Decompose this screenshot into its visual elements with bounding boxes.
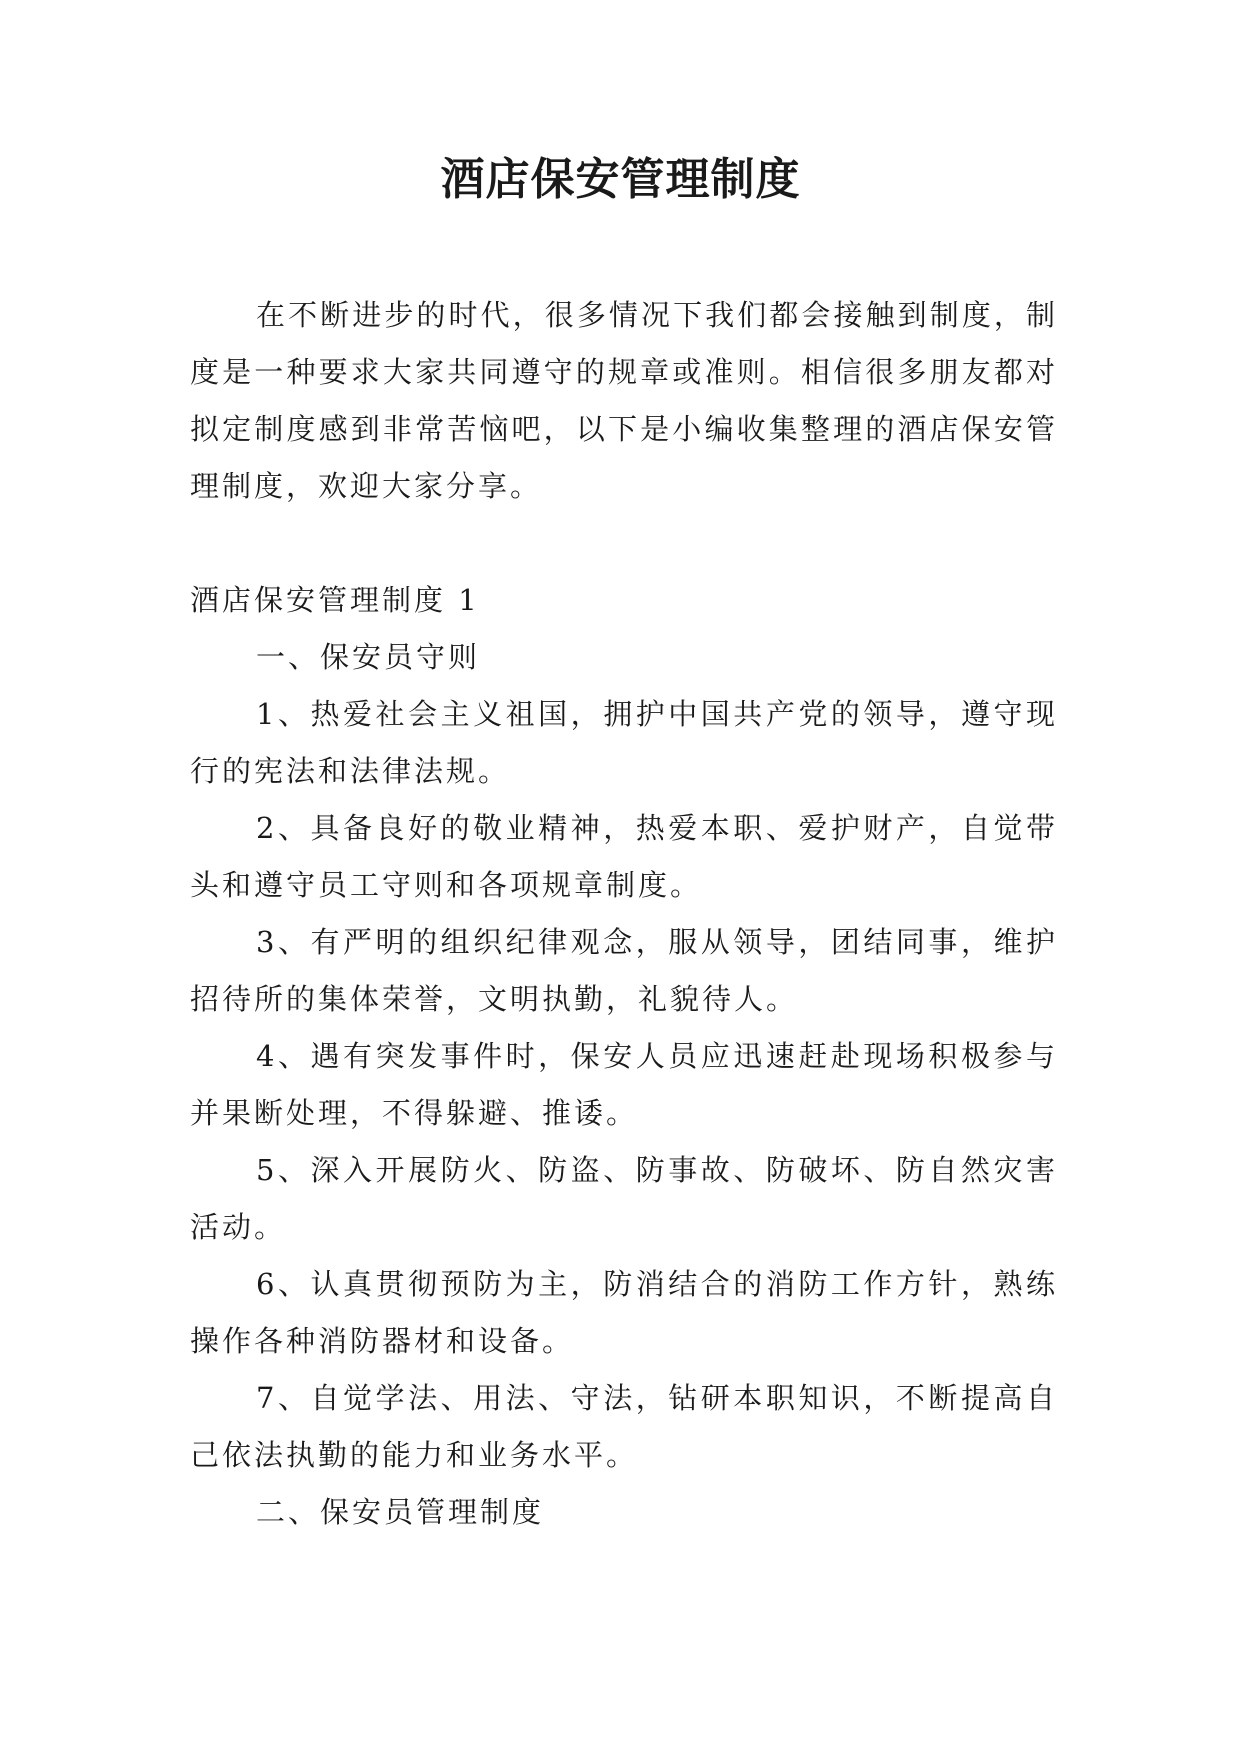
spacer	[190, 515, 1058, 572]
section-label: 酒店保安管理制度 1	[190, 583, 480, 617]
rule-item: 4、遇有突发事件时，保安人员应迅速赶赴现场积极参与并果断处理，不得躲避、推诿。	[190, 1039, 1058, 1130]
heading-guard-management: 二、保安员管理制度	[256, 1495, 545, 1529]
rule-item: 2、具备良好的敬业精神，热爱本职、爱护财产，自觉带头和遵守员工守则和各项规章制度。	[190, 811, 1058, 902]
rule-item: 7、自觉学法、用法、守法，钻研本职知识，不断提高自己依法执勤的能力和业务水平。	[190, 1381, 1058, 1472]
document-title: 酒店保安管理制度	[440, 154, 801, 205]
document-body	[190, 287, 1058, 1541]
rule-item: 1、热爱社会主义祖国，拥护中国共产党的领导，遵守现行的宪法和法律法规。	[190, 697, 1058, 788]
rule-item: 6、认真贯彻预防为主，防消结合的消防工作方针，熟练操作各种消防器材和设备。	[190, 1267, 1058, 1358]
intro-paragraph: 在不断进步的时代，很多情况下我们都会接触到制度，制度是一种要求大家共同遵守的规章或准则。相信很多朋友都对拟定制度感到非常苦恼吧，以下是小编收集整理的酒店保安管理制度，欢迎大家分享。	[190, 298, 1058, 503]
heading-guard-rules: 一、保安员守则	[256, 640, 481, 674]
rule-item: 3、有严明的组织纪律观念，服从领导，团结同事，维护招待所的集体荣誉，文明执勤，礼貌待人。	[190, 925, 1058, 1016]
rule-item: 5、深入开展防火、防盗、防事故、防破坏、防自然灾害活动。	[190, 1153, 1058, 1244]
